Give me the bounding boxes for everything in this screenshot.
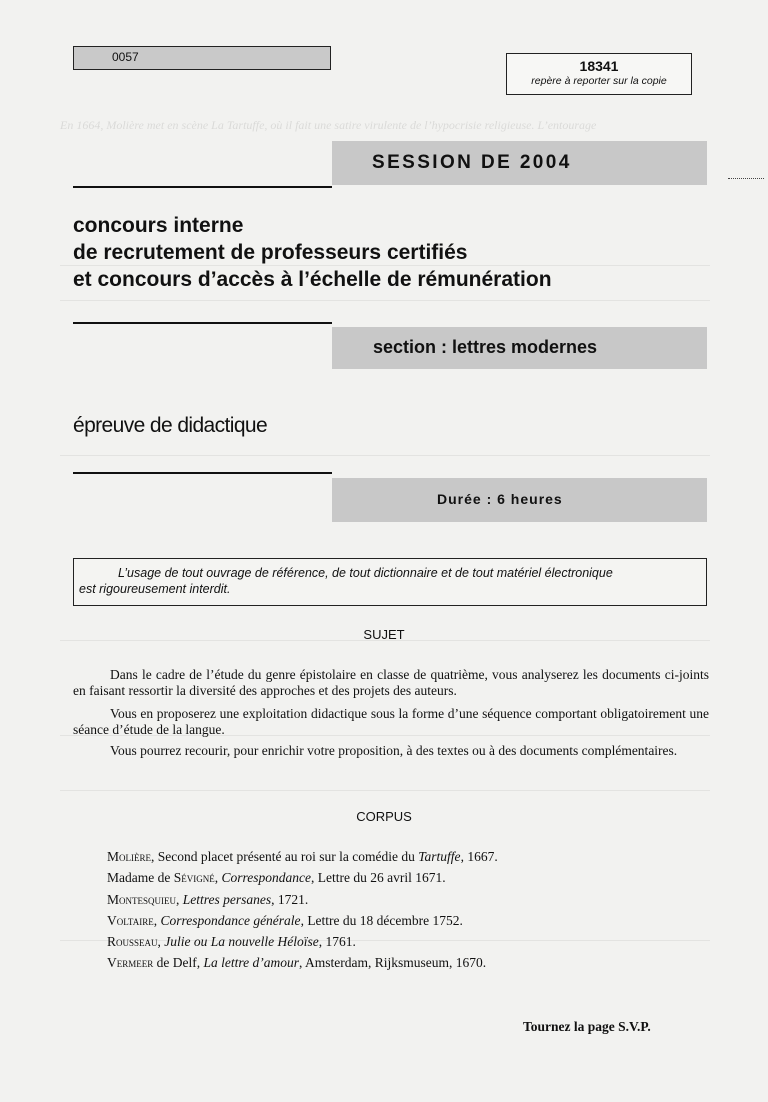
corpus-item: Rousseau, Julie ou La nouvelle Héloïse, 1761.	[107, 934, 356, 950]
turn-page-note: Tournez la page S.V.P.	[523, 1019, 651, 1034]
corpus-author: Sévigné	[173, 870, 215, 886]
corpus-work-title: Correspondance générale	[160, 912, 301, 928]
sujet-body	[73, 706, 709, 738]
code-box	[73, 46, 331, 70]
concours-line-1: concours interne	[73, 214, 244, 237]
divider	[73, 322, 332, 324]
corpus-item: Voltaire, Correspondance générale, Lettre du 18 décembre 1752.	[107, 912, 463, 928]
concours-line-2: de recrutement de professeurs certifiés	[73, 241, 468, 264]
section-title: section : lettres modernes	[373, 337, 598, 357]
corpus-item: Montesquieu, Lettres persanes, 1721.	[107, 891, 309, 907]
corpus-heading: CORPUS	[356, 809, 412, 824]
corpus-work-title: Correspondance	[221, 870, 311, 886]
corpus-author: Voltaire	[107, 912, 154, 928]
corpus-item: Madame de Sévigné, Correspondance, Lettre du 26 avril 1671.	[107, 870, 446, 886]
notice-line-2: est rigoureusement interdit.	[79, 582, 231, 596]
corpus-work-title: La lettre d’amour	[203, 955, 299, 971]
sujet-heading: SUJET	[363, 627, 405, 642]
corpus-item: Molière, Second placet présenté au roi sur la comédie du Tartuffe, 1667.	[107, 849, 498, 864]
concours-title	[73, 212, 552, 293]
corpus-list	[107, 846, 667, 974]
sujet-paragraph: Vous pourrez recourir, pour enrichir votre proposition, à des textes ou à des documents complémentaires.	[110, 743, 678, 758]
notice-box	[73, 558, 707, 606]
exam-code: 0057	[112, 50, 139, 64]
repere-box	[506, 53, 692, 95]
margin-mark	[728, 178, 764, 179]
corpus-author: Montesquieu	[107, 891, 176, 907]
repere-number: 18341	[579, 58, 619, 74]
corpus-work-title: Julie ou La nouvelle Héloïse	[164, 934, 319, 950]
bleed-line	[60, 455, 710, 456]
concours-line-3: et concours d’accès à l’échelle de rémunération	[73, 268, 552, 291]
corpus-author: Rousseau	[107, 934, 158, 950]
session-title: SESSION DE 2004	[372, 152, 572, 173]
sujet-paragraph: Dans le cadre de l’étude du genre épistolaire en classe de quatrième, vous analyserez les documents ci-joints en faisant ressortir la diversité des approches et des projets des auteurs.	[73, 667, 709, 698]
repere-text: repère à reporter sur la copie	[531, 75, 667, 87]
corpus-item: Vermeer de Delf, La lettre d’amour, Amsterdam, Rijksmuseum, 1670.	[107, 955, 487, 971]
sujet-body	[73, 743, 709, 759]
sujet-paragraph: Vous en proposerez une exploitation didactique sous la forme d’une séquence comportant obligatoirement une séance d’étude de la langue.	[73, 706, 709, 737]
corpus-work-title: Lettres persanes	[182, 891, 272, 907]
divider	[73, 186, 332, 188]
corpus-work-title: Tartuffe	[418, 849, 461, 864]
duree-text: Durée : 6 heures	[437, 491, 563, 507]
corpus-author: Molière	[107, 849, 151, 864]
corpus-author: Vermeer	[107, 955, 154, 971]
bleed-through-texture: En 1664, Molière met en scène La Tartuffe, où il fait une satire virulente de l’hypocrisie religieuse. L’entourage	[60, 118, 597, 132]
sujet-body	[73, 667, 709, 699]
bleed-line	[60, 790, 710, 791]
bleed-line	[60, 300, 710, 301]
notice-line-1: L’usage de tout ouvrage de référence, de tout dictionnaire et de tout matériel électronique	[118, 566, 613, 580]
epreuve-title: épreuve de didactique	[73, 414, 268, 437]
divider	[73, 472, 332, 474]
